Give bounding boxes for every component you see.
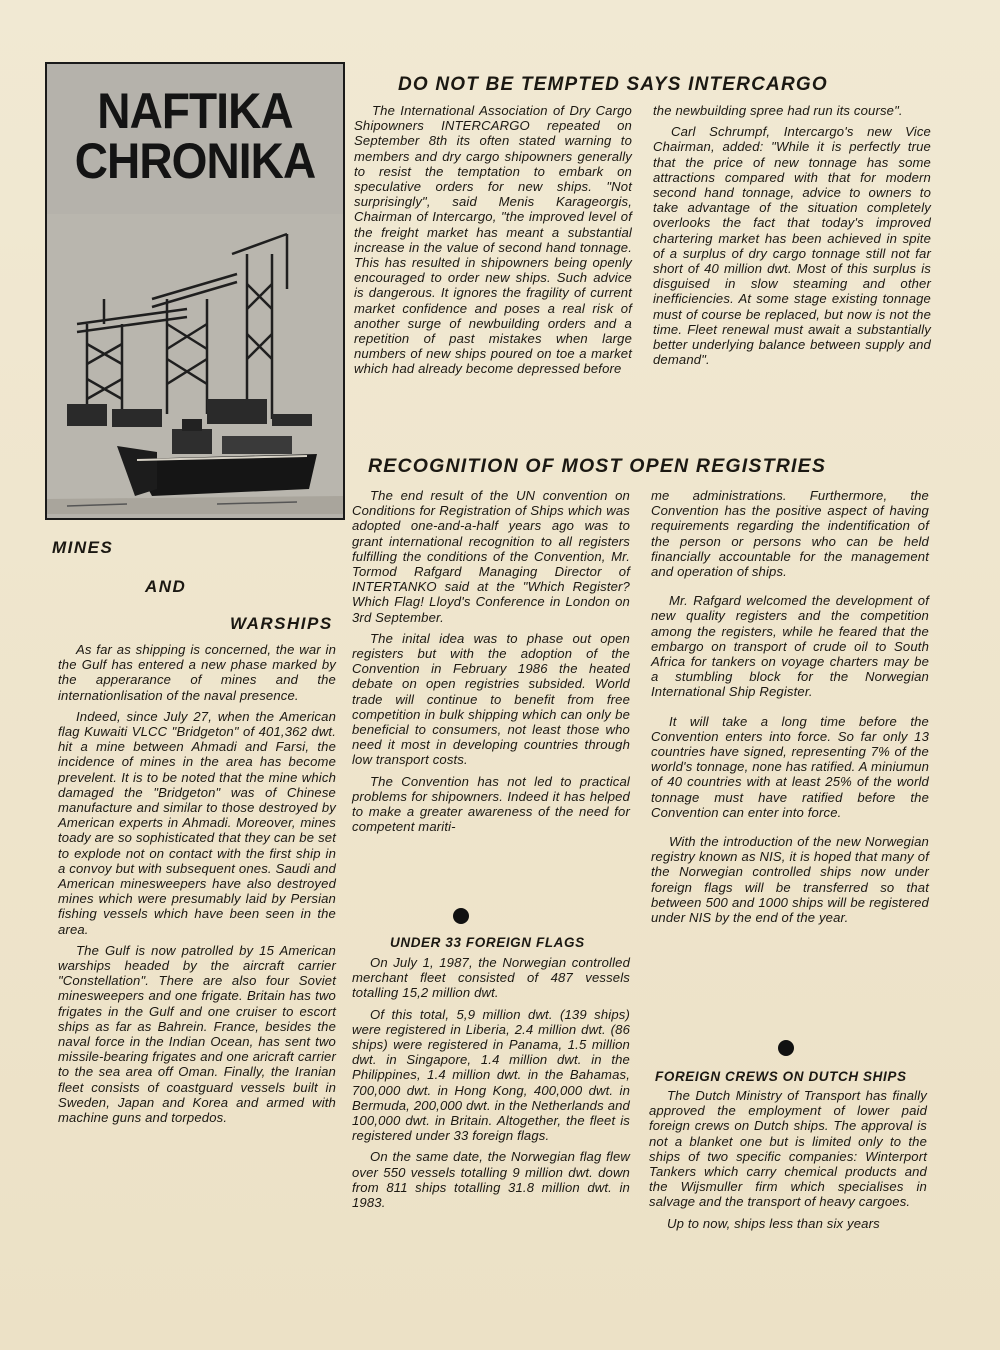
article2-headline: RECOGNITION OF MOST OPEN REGISTRIES (368, 455, 827, 477)
article1-col2-paragraph: Carl Schrumpf, Intercargo's new Vice Chairman, added: "While it is perfectly true that the price of new tonnage has some attractions compared with that for modern second hand tonnage, advice to owners to take advantage of the situation completely overlooks the fact that today's improved chartering market has been achieved in spite of a surplus of dry cargo tonnage still not far short of 40 million dwt. Most of this surplus is disguised in slow steaming and other inefficiencies. At some stage existing tonnage must of course be replaced, but now is not the time. Fleet renewal must await a substantially better underlying balance between supply and demand". (653, 124, 931, 368)
article1-headline: DO NOT BE TEMPTED SAYS INTERCARGO (398, 74, 828, 95)
article2-paragraph: The end result of the UN convention on Conditions for Registration of Ships which was adopted one-and-a-half years ago was to grant international recognition to all registers fulfilling the conditions of the Convention, Mr. Tormod Rafgard Managing Director of INTERTANKO said at the "Which Register? Which Flag! Lloyd's Conference in London on 3rd September. (352, 488, 630, 625)
article2-paragraph: The Convention has not led to practical problems for shipowners. Indeed it has helped to make a greater awareness of the need for competent mariti- (352, 773, 630, 835)
article4-headline: UNDER 33 FOREIGN FLAGS (390, 935, 585, 950)
article5-paragraph: Up to now, ships less than six years (667, 1215, 880, 1231)
article4-paragraph: On July 1, 1987, the Norwegian controlled merchant fleet consisted of 487 vessels totalling 15,2 million dwt. (352, 955, 630, 1001)
article1-col2-paragraph: the newbuilding spree had run its course". (653, 103, 903, 118)
article2-paragraph: me administrations. Furthermore, the Convention has the positive aspect of having requirements regarding the indentification of the person or persons who can be held financially accountable for the management and operation of ships. (651, 488, 929, 580)
article2-paragraph: It will take a long time before the Convention enters into force. So far only 13 countries have signed, representing 7% of the world's tonnage, none has ratified. A miniumun of 40 countries with at least 25% of the world tonnage must have ratified before the Convention can enter into force. (651, 713, 929, 820)
article1-column2 (653, 103, 931, 373)
article4-body (352, 955, 630, 1216)
article2-column2 (651, 488, 929, 931)
article4-paragraph: Of this total, 5,9 million dwt. (139 ships) were registered in Liberia, 2.4 million dwt. (86 ships) were registered in Panama, 1.5 million dwt. in Singapore, 1.4 million dwt. in the Philippines, 1.4 million dwt. in the Bahamas, 700,000 dwt. in Hong Kong, 400,000 dwt. in Bermuda, 200,000 dwt. in the Netherlands and 100,000 dwt. in Britain. Altogether, the fleet is registered under 33 foreign flags. (352, 1006, 630, 1144)
article3-paragraph: As far as shipping is concerned, the war in the Gulf has entered a new phase marked by the apperarance of mines and the internationlisation of the naval presence. (58, 642, 336, 703)
port-cranes-ship-illustration (47, 214, 343, 514)
article3-body (58, 642, 336, 1131)
article5-paragraph: The Dutch Ministry of Transport has finally approved the employment of lower paid foreign crews on Dutch ships. The approval is not a blanket one but is limited only to the ships of two specific companies: Winterport Tankers which carry chemical products and the Wijsmuller firm which specialises in salvage and the transport of heavy cargoes. (649, 1088, 927, 1210)
masthead-title-line1: NAFTIKA (97, 83, 293, 139)
article2-paragraph: With the introduction of the new Norwegian registry known as NIS, it is hoped that many of the Norwegian controlled ships now under foreign flags will be transferred so that between 500 and 1000 ships will be registered under NIS by the end of the year. (651, 834, 929, 926)
article2-paragraph: Mr. Rafgard welcomed the development of new quality registers and the competition among the registers, while he feared that the embargo on transport of crude oil to South Africa for tankers on voyage charters may be a stumbling block for the Norwegian International Ship Register. (651, 593, 929, 700)
article3-headline-word2: AND (145, 577, 187, 596)
section-bullet-dot (453, 908, 469, 924)
article3-headline-word3: WARSHIPS (230, 614, 333, 633)
masthead-box (45, 62, 345, 520)
article4-paragraph: On the same date, the Norwegian flag flew over 550 vessels totalling 9 million dwt. down from 811 ships totalling 31.8 million dwt. in 1983. (352, 1149, 630, 1211)
masthead-title-line2: CHRONIKA (74, 133, 316, 189)
article3-paragraph: The Gulf is now patrolled by 15 American warships headed by the aircraft carrier "Constellation". There are also four Soviet minesweepers and one frigate. Britain has two frigates in the Gulf and one cruiser to escort ships as far as Bahrein. France, besides the naval force in the Indian Ocean, has sent two missile-bearing frigates and one aricraft carrier to the sea area off Oman. Finally, the Iranian fleet consists of coastguard vessels built in Sweden, Japan and Korea and armed with machine guns and torpedos. (58, 942, 336, 1126)
article2-paragraph: The inital idea was to phase out open registers but with the adoption of the Convention in February 1986 the heated debate on open registries subsided. World trade will continue to benefit from free competition in bulk shipping which can only be beneficial to consumers, not least those who need it most in developing countries through low transport costs. (352, 630, 630, 768)
article1-column1 (354, 103, 632, 383)
article1-col1-paragraph: The International Association of Dry Cargo Shipowners INTERCARGO repeated on September 8th its often stated warning to members and dry cargo shipowners generally to resist the temptation to embark on speculative orders for new ships. "Not surprisingly", said Menis Karageorgis, Chairman of Intercargo, "the improved level of the freight market has meant a substantial increase in the value of second hand tonnage. This has resulted in shipowners being openly encouraged to order new ships. Such advice is dangerous. It ignores the fragility of current market confidence and poses a real risk of another surge of newbuilding orders and a repetition of past mistakes when large numbers of new ships poured on toe a market which had already become depressed before (354, 103, 632, 377)
article3-headline-word1: MINES (52, 538, 114, 557)
article3-paragraph: Indeed, since July 27, when the American flag Kuwaiti VLCC "Bridgeton" of 401,362 dwt. hit a mine between Ahmadi and Farsi, the incidence of mines in the area has become prevelent. It is to be noted that the mine which damaged the "Bridgeton" was of Chinese manufacture and similar to those destroyed by American experts in Ahmadi. Moreover, mines toady are so sophisticated that they can be set to explode not on contact with the first ship in a convoy but with subsequent ones. Saudi and American minesweepers have also destroyed mines which were presumably laid by Persian fishing vessels which have been seen in the area. (58, 708, 336, 937)
article5-body (649, 1088, 927, 1237)
article2-column1 (352, 488, 630, 840)
article5-headline: FOREIGN CREWS ON DUTCH SHIPS (655, 1069, 907, 1084)
section-bullet-dot (778, 1040, 794, 1056)
